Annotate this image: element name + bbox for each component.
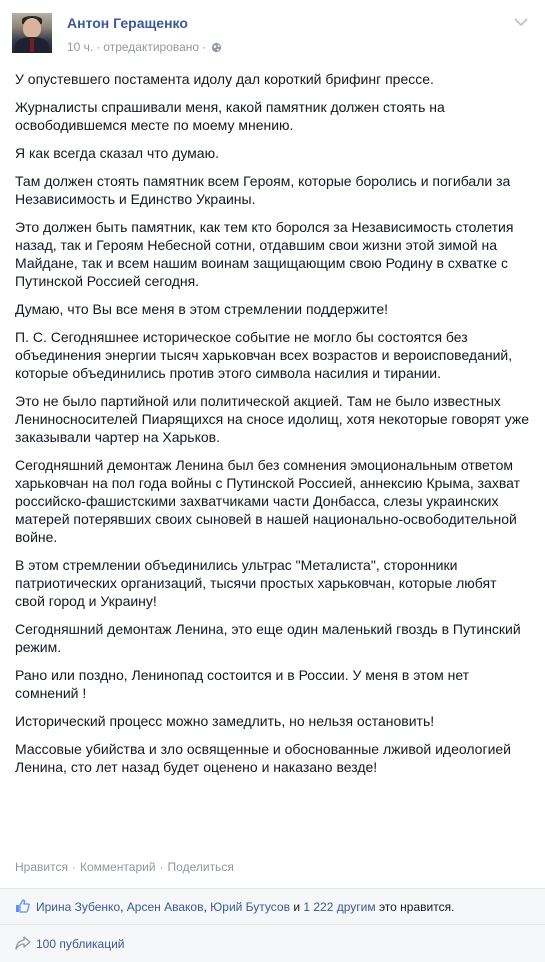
comment-link[interactable]: Комментарий [79,860,156,874]
meta-separator: · [96,40,101,54]
meta-separator: · [202,40,207,54]
share-arrow-icon [15,936,31,950]
like-link[interactable]: Нравится [15,860,68,874]
liker-link[interactable]: Юрий Бутусов [210,900,290,914]
post-paragraph: Это должен быть памятник, как тем кто боролся за Независимость столетия назад, так и Героям Небесной сотни, отдавшим свои жизни этой зимой на Майдане, так и всем нашим воинам защищающим свою Родину в схватке с Путинской Россией сегодня. [15,219,514,289]
likes-conjunction: и [293,900,301,914]
post-paragraph: Сегодняшний демонтаж Ленина был без сомнения эмоциональным ответом харьковчан на пол года войны с Путинской Россией, аннексию Крыма, захват российско-фашистскими захватчиками части Донбасса, слезы украинских матерей потерявших своих сыновей в нашей национально-освободительной войне. [15,457,521,545]
action-separator: · [159,860,164,874]
post-paragraph: П. С. Сегодняшнее историческое событие не могло бы состоятся без объединения энергии тысяч харьковчан всех возрастов и вероисповеданий, которые объединились против этого символа насилия и тирании. [15,329,513,381]
author-avatar[interactable] [12,13,52,53]
liker-link[interactable]: Арсен Аваков [126,900,204,914]
liker-link[interactable]: Ирина Зубенко [36,900,121,914]
post-paragraph: Журналисты спрашивали меня, какой памятник должен стоять на освободившемся месте по моему мнению. [15,99,445,133]
post-paragraph: Сегодняшний демонтаж Ленина, это еще один маленький гвоздь в Путинский режим. [15,621,521,655]
post-timestamp[interactable]: 10 ч. [67,40,94,54]
post-paragraph: Рано или поздно, Ленинопад состоится и в России. У меня в этом нет сомнений ! [15,667,470,701]
share-link[interactable]: Поделиться [167,860,234,874]
globe-icon[interactable] [211,42,222,53]
post-paragraph: У опустевшего постамента идолу дал короткий брифинг прессе. [15,71,434,87]
post-body [15,70,530,786]
post-paragraph: Я как всегда сказал что думаю. [15,145,219,161]
likes-bar [0,888,545,924]
post-header [0,0,545,60]
post-paragraph: В этом стремлении объединились ультрас "Металиста", сторонники патриотических организаций, тысячи простых харьковчан, которые любят свой город и Украину! [15,557,497,609]
likes-text: Ирина Зубенко, Арсен Аваков, Юрий Бутусов и 1 222 другим это нравится. [36,900,455,914]
author-name[interactable]: Антон Геращенко [67,15,188,31]
action-separator: · [71,860,76,874]
shares-count[interactable]: 100 публикаций [36,937,125,951]
chevron-down-icon[interactable] [514,17,528,27]
post-paragraph: Массовые убийства и зло освященные и обоснованные лживой идеологией Ленина, сто лет назад будет оценено и наказано везде! [15,741,511,775]
post-actions [15,860,234,874]
post-paragraph: Там должен стоять памятник всем Героям, которые боролись и погибали за Независимость и Единство Украины. [15,173,511,207]
post-paragraph: Это не было партийной или политической акцией. Там не было известных Лениносносителей Пиарящихся на сносе идолищ, хотя некоторые говорят уже заказывали чартер на Харьков. [15,393,530,445]
shares-bar [0,924,545,962]
edited-label[interactable]: отредактировано [103,40,200,54]
post-meta [67,40,222,54]
thumbs-up-icon [15,899,30,913]
post-paragraph: Думаю, что Вы все меня в этом стремлении поддержите! [15,301,389,317]
likes-suffix: это нравится. [378,900,455,914]
likes-others-link[interactable]: 1 222 другим [303,900,376,914]
post-paragraph: Исторический процесс можно замедлить, но нельзя остановить! [15,713,435,729]
